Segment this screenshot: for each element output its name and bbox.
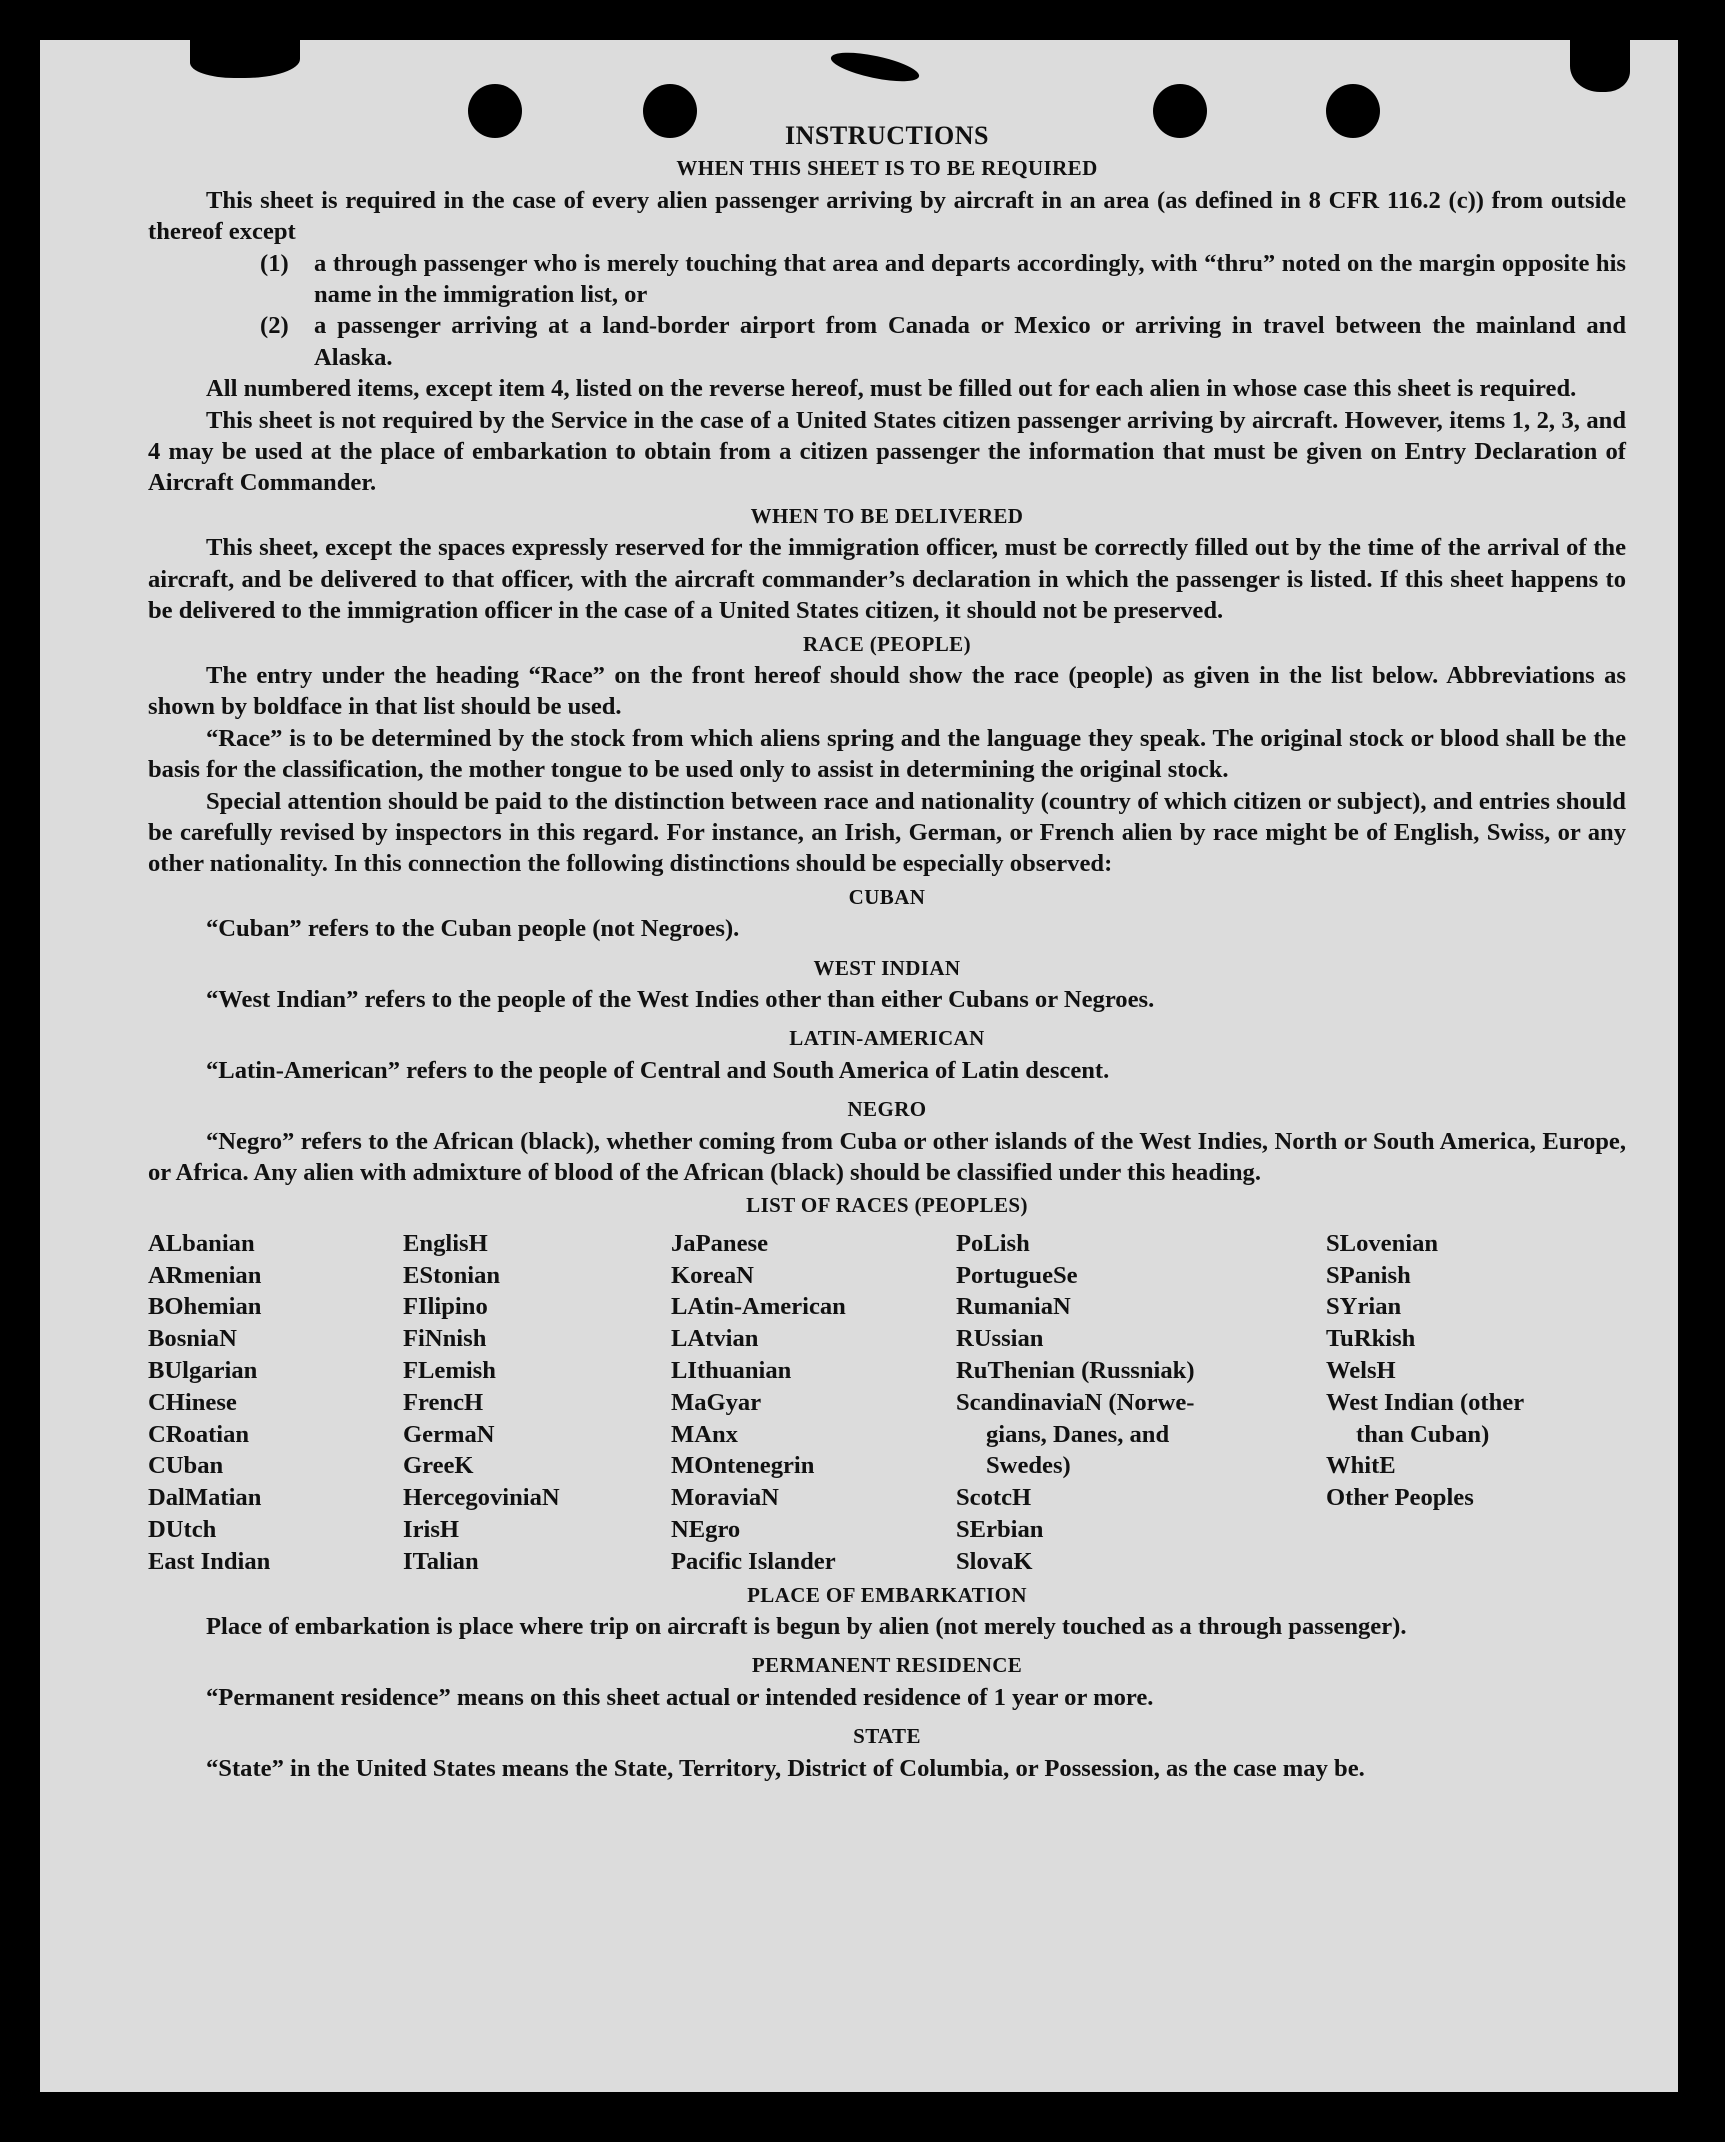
- race-entry: Pacific Islander: [671, 1547, 836, 1575]
- race-entry: SLovenian: [1326, 1229, 1439, 1257]
- race-entry: RumaniaN: [956, 1293, 1071, 1321]
- paragraph: All numbered items, except item 4, listed on the reverse hereof, must be filled out for each alien in whose case this sheet is required.: [206, 375, 1577, 403]
- section-heading: CUBAN: [848, 884, 926, 909]
- page-title: INSTRUCTIONS: [785, 121, 989, 150]
- race-entry: TuRkish: [1326, 1325, 1416, 1353]
- paragraph: “Race” is to be determined by the stock from which aliens spring and the language they speak. The original stock or blood shall be the basis for the classification, the mother tongue to be used only to assist in determining the original stock.: [148, 724, 1626, 784]
- race-entry: GreeK: [403, 1452, 474, 1480]
- race-entry: East Indian: [148, 1547, 271, 1575]
- race-entry: CRoatian: [148, 1420, 250, 1448]
- race-entry: NEgro: [671, 1515, 741, 1543]
- race-entry: WhitE: [1326, 1452, 1396, 1480]
- races-column: [148, 1228, 403, 1578]
- race-entry: ITalian: [403, 1547, 479, 1575]
- race-entry: HercegoviniaN: [403, 1484, 560, 1512]
- race-entry: SPanish: [1326, 1261, 1411, 1289]
- paragraph: The entry under the heading “Race” on the front hereof should show the race (people) as given in the list below. Abbreviations as shown by boldface in that list should be used.: [148, 661, 1626, 721]
- race-entry: FiNnish: [403, 1325, 487, 1353]
- paragraph: This sheet is not required by the Service in the case of a United States citizen passenger arriving by aircraft. However, items 1, 2, 3, and 4 may be used at the place of embarkation to obtain from a citizen passenger the information that must be given on Entry Declaration of Aircraft Commander.: [148, 406, 1626, 497]
- section-heading: WHEN THIS SHEET IS TO BE REQUIRED: [676, 156, 1098, 181]
- section-heading: RACE (PEOPLE): [803, 631, 971, 656]
- paragraph: “Cuban” refers to the Cuban people (not Negroes).: [206, 915, 740, 943]
- race-entry: ScandinaviaN (Norwe-: [956, 1388, 1195, 1416]
- instructions-text: [148, 120, 1626, 1784]
- race-entry: than Cuban): [1356, 1420, 1490, 1448]
- race-entry: ARmenian: [148, 1261, 262, 1289]
- ink-smudge: [829, 47, 922, 87]
- race-entry: MaGyar: [671, 1388, 762, 1416]
- item-text: a through passenger who is merely touching that area and departs accordingly, with “thru” noted on the margin opposite his name in the immigration list, or: [314, 249, 1626, 309]
- paragraph: Special attention should be paid to the distinction between race and nationality (country of which citizen or subject), and entries should be carefully revised by inspectors in this regard. For instance, an Irish, German, or French alien by race might be of English, Swiss, or any other nationality. In this connection the following distinctions should be especially observed:: [148, 787, 1626, 878]
- list-item: [260, 310, 1626, 373]
- race-entry: SYrian: [1326, 1293, 1402, 1321]
- item-number: (2): [260, 312, 289, 340]
- section-heading: LIST OF RACES (PEOPLES): [746, 1193, 1028, 1218]
- race-entry: KoreaN: [671, 1261, 754, 1289]
- race-entry: DalMatian: [148, 1484, 262, 1512]
- section-heading: NEGRO: [847, 1097, 927, 1122]
- race-entry: BUlgarian: [148, 1357, 258, 1384]
- race-entry: BosniaN: [148, 1325, 237, 1353]
- race-entry: LAtin-American: [671, 1293, 846, 1321]
- race-entry: LAtvian: [671, 1325, 759, 1353]
- races-column: [956, 1228, 1326, 1578]
- paragraph: “Latin-American” refers to the people of Central and South America of Latin descent.: [206, 1056, 1110, 1084]
- paragraph: “Permanent residence” means on this sheet actual or intended residence of 1 year or more.: [206, 1683, 1154, 1711]
- race-entry: SErbian: [956, 1515, 1044, 1543]
- race-entry: WelsH: [1326, 1357, 1396, 1384]
- race-entry: BOhemian: [148, 1293, 262, 1321]
- race-entry: RUssian: [956, 1325, 1044, 1353]
- paragraph: “West Indian” refers to the people of the West Indies other than either Cubans or Negroes.: [206, 985, 1155, 1013]
- list-item: [260, 248, 1626, 311]
- section-heading: PERMANENT RESIDENCE: [751, 1653, 1023, 1678]
- document-page: [40, 40, 1678, 2092]
- race-entry: Swedes): [986, 1452, 1071, 1480]
- race-entry: SlovaK: [956, 1547, 1033, 1575]
- race-entry: Other Peoples: [1326, 1484, 1474, 1512]
- torn-edge: [190, 40, 300, 78]
- race-entry: ScotcH: [956, 1484, 1032, 1512]
- item-number: (1): [260, 249, 289, 277]
- race-entry: FrencH: [403, 1388, 484, 1416]
- paragraph: Place of embarkation is place where trip on aircraft is begun by alien (not merely touched as a through passenger).: [206, 1612, 1407, 1640]
- race-entry: FIlipino: [403, 1293, 488, 1321]
- race-entry: EStonian: [403, 1261, 501, 1289]
- race-entry: EnglisH: [403, 1229, 488, 1257]
- race-entry: CUban: [148, 1452, 224, 1480]
- race-entry: CHinese: [148, 1388, 237, 1416]
- race-entry: IrisH: [403, 1515, 460, 1543]
- section-heading: WEST INDIAN: [813, 955, 961, 980]
- paragraph: “Negro” refers to the African (black), whether coming from Cuba or other islands of the West Indies, North or South America, Europe, or Africa. Any alien with admixture of blood of the African (black) should be classified under this heading.: [148, 1127, 1626, 1186]
- race-entry: LIthuanian: [671, 1357, 792, 1384]
- paragraph: This sheet, except the spaces expressly reserved for the immigration officer, must be correctly filled out by the time of the arrival of the aircraft, and be delivered to that officer, with the aircraft commander’s declaration in which the passenger is listed. If this sheet happens to be delivered to the immigration officer in the case of a United States citizen, it should not be preserved.: [148, 534, 1626, 625]
- race-entry: DUtch: [148, 1515, 217, 1543]
- section-heading: LATIN-AMERICAN: [789, 1026, 985, 1051]
- race-entry: MoraviaN: [671, 1484, 779, 1512]
- race-entry: gians, Danes, and: [986, 1420, 1170, 1448]
- race-entry: ALbanian: [148, 1229, 255, 1257]
- races-list: [148, 1228, 1626, 1578]
- race-entry: West Indian (other: [1326, 1388, 1525, 1416]
- section-heading: STATE: [853, 1724, 921, 1749]
- race-entry: GermaN: [403, 1420, 495, 1448]
- paragraph: This sheet is required in the case of every alien passenger arriving by aircraft in an area (as defined in 8 CFR 116.2 (c)) from outside thereof except: [148, 186, 1626, 246]
- race-entry: MOntenegrin: [671, 1452, 815, 1480]
- paragraph: “State” in the United States means the State, Territory, District of Columbia, or Possession, as the case may be.: [206, 1754, 1365, 1782]
- races-column: [671, 1228, 956, 1578]
- race-entry: PoLish: [956, 1229, 1030, 1257]
- section-heading: WHEN TO BE DELIVERED: [750, 503, 1024, 528]
- race-entry: RuThenian (Russniak): [956, 1357, 1195, 1384]
- races-column: [403, 1228, 671, 1578]
- race-entry: MAnx: [671, 1420, 738, 1448]
- torn-edge: [1570, 40, 1630, 92]
- race-entry: JaPanese: [671, 1229, 768, 1257]
- races-column: [1326, 1228, 1626, 1578]
- section-heading: PLACE OF EMBARKATION: [747, 1582, 1027, 1607]
- item-text: a passenger arriving at a land-border airport from Canada or Mexico or arriving in travel between the mainland and Alaska.: [314, 312, 1626, 371]
- race-entry: PortugueSe: [956, 1261, 1078, 1289]
- race-entry: FLemish: [403, 1357, 496, 1384]
